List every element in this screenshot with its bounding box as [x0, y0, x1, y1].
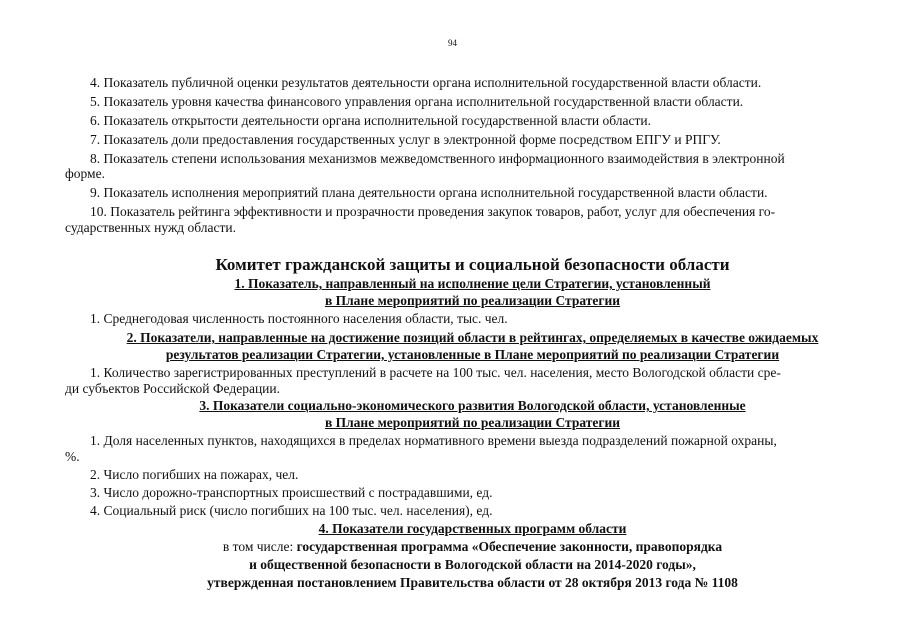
list-item: 1. Среднегодовая численность постоянного населения области, тыс. чел. — [90, 311, 508, 326]
section-1-heading: 1. Показатель, направленный на исполнение цели Стратегии, установленный — [234, 276, 711, 291]
list-item: 5. Показатель уровня качества финансового управления органа исполнительной государственной власти области. — [90, 94, 744, 109]
list-item: 8. Показатель степени использования механизмов межведомственного информационного взаимодействия в электронной — [90, 151, 785, 166]
list-item: 9. Показатель исполнения мероприятий плана деятельности органа исполнительной государственной власти области. — [90, 185, 768, 200]
section-1-heading: в Плане мероприятий по реализации Стратегии — [324, 293, 621, 308]
page-number: 94 — [448, 38, 457, 48]
list-item: 3. Число дорожно-транспортных происшествий с пострадавшими, ед. — [90, 485, 493, 500]
committee-title: Комитет гражданской защиты и социальной безопасности области — [215, 255, 730, 274]
list-item: 1. Количество зарегистрированных преступлений в расчете на 100 тыс. чел. населения, место Вологодской области сре- — [90, 365, 781, 380]
section-4-heading: 4. Показатели государственных программ области — [318, 521, 627, 536]
program-approval: утвержденная постановлением Правительства области от 28 октября 2013 года № 1108 — [207, 575, 738, 590]
list-item-continuation: %. — [65, 449, 80, 464]
list-item: 2. Число погибших на пожарах, чел. — [90, 467, 299, 482]
list-item-continuation: ди субъектов Российской Федерации. — [65, 381, 280, 396]
section-4-program-line — [40, 538, 905, 556]
list-item: 1. Доля населенных пунктов, находящихся в пределах нормативного времени выезда подразделений пожарной охраны, — [90, 433, 777, 448]
section-4-prefix: в том числе: — [222, 539, 297, 554]
list-item: 7. Показатель доли предоставления государственных услуг в электронной форме посредством ЕПГУ и РПГУ. — [90, 132, 721, 147]
section-3-heading: 3. Показатели социально-экономического развития Вологодской области, установленные — [199, 398, 746, 413]
program-title: и общественной безопасности в Вологодской области на 2014-2020 годы», — [249, 557, 696, 572]
section-3-heading: в Плане мероприятий по реализации Стратегии — [324, 415, 621, 430]
list-item-continuation: форме. — [65, 166, 105, 181]
section-2-heading: результатов реализации Стратегии, установленные в Плане мероприятий по реализации Стратегии — [165, 347, 780, 362]
list-item: 10. Показатель рейтинга эффективности и прозрачности проведения закупок товаров, работ, услуг для обеспечения го- — [90, 204, 776, 219]
section-2-heading: 2. Показатели, направленные на достижение позиций области в рейтингах, определяемых в качестве ожидаемых — [126, 330, 819, 345]
list-item: 4. Показатель публичной оценки результатов деятельности органа исполнительной государственной власти области. — [90, 75, 762, 90]
list-item-continuation: сударственных нужд области. — [65, 220, 237, 235]
program-title: государственная программа «Обеспечение законности, правопорядка — [296, 539, 723, 554]
list-item: 6. Показатель открытости деятельности органа исполнительной государственной власти области. — [90, 113, 651, 128]
list-item: 4. Социальный риск (число погибших на 100 тыс. чел. населения), ед. — [90, 503, 493, 518]
